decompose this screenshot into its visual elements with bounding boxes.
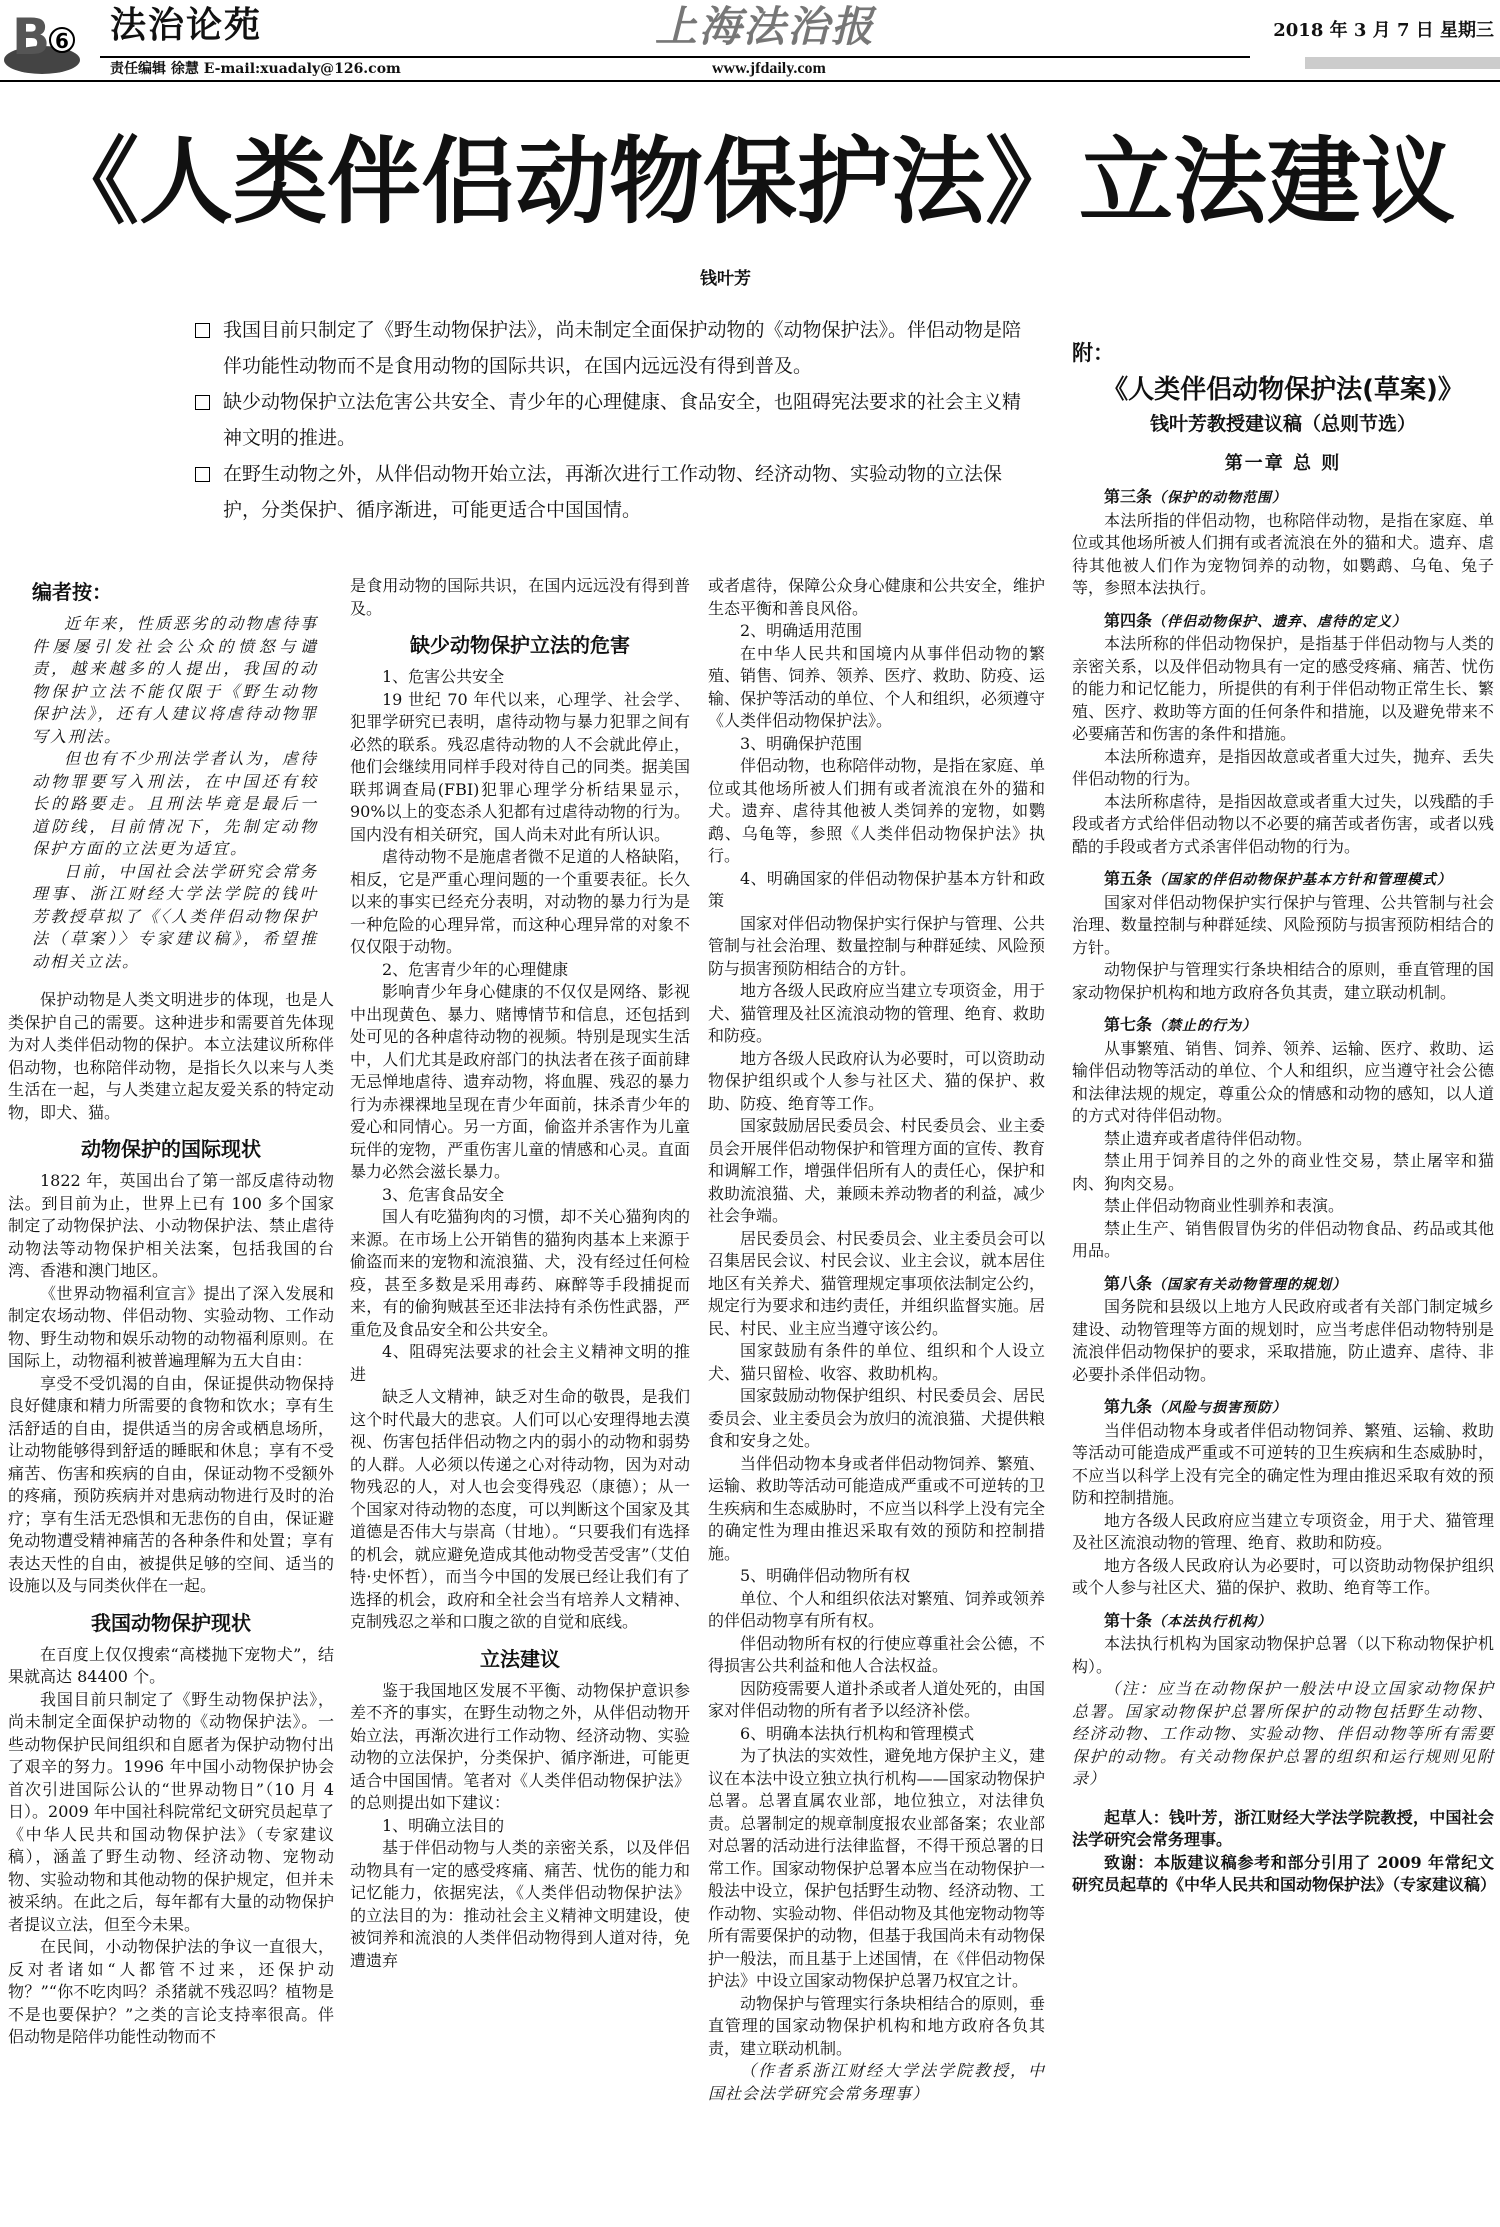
paragraph: 在中华人民共和国境内从事伴侣动物的繁殖、销售、饲养、领养、医疗、救助、防疫、运输、保护等活动的单位、个人和组织，必须遵守《人类伴侣动物保护法》。: [708, 643, 1045, 730]
article-clause-heading: [1072, 1273, 1494, 1297]
clause-number: 第七条: [1104, 1015, 1153, 1034]
clause-title: （国家的伴侣动物保护基本方针和管理模式）: [1152, 872, 1453, 888]
highlight-text: 缺少动物保护立法危害公共安全、青少年的心理健康、食品安全，也阻碍宪法要求的社会主义精神文明的推进。: [223, 391, 1022, 449]
paragraph: 国家鼓励动物保护组织、村民委员会、居民委员会、业主委员会为放归的流浪猫、犬提供粮食和安身之处。: [708, 1386, 1045, 1450]
editor-note: [8, 613, 334, 973]
section-name: 法治论苑: [110, 5, 263, 46]
subheading: 2、危害青少年的心理健康: [382, 959, 569, 979]
paragraph: 本法所称遗弃，是指因故意或者重大过失，抛弃、丢失伴侣动物的行为。: [1072, 746, 1494, 788]
section-heading: 立法建议: [480, 1646, 560, 1671]
author-bio: （作者系浙江财经大学法学院教授，中国社会法学研究会常务理事）: [708, 2061, 1045, 2103]
clause-title: （风险与损害预防）: [1152, 1400, 1288, 1416]
section-heading: 动物保护的国际现状: [81, 1137, 261, 1161]
highlight-item: [195, 456, 1025, 528]
checkbox-square-icon: [195, 395, 210, 410]
clause-title: （本法执行机构）: [1152, 1613, 1273, 1630]
headline: 《人类伴侣动物保护法》立法建议: [44, 128, 1455, 237]
paragraph: 在民间，小动物保护法的争议一直很大，反对者诸如“人都管不过来，还保护动物？”“你不吃肉吗？杀猪就不残忍吗？植物是不是也要保护？”之类的言论支持率很高。伴侣动物是陪伴功能性动物而不: [8, 1937, 334, 2046]
paragraph: 动物保护与管理实行条块相结合的原则，垂直管理的国家动物保护机构和地方政府各负其责，建立联动机制。: [1072, 960, 1494, 1002]
paragraph: 动物保护与管理实行条块相结合的原则，垂直管理的国家动物保护机构和地方政府各负其责，建立联动机制。: [708, 1993, 1045, 2058]
paragraph: 禁止遗弃或者虐待伴侣动物。: [1104, 1128, 1313, 1148]
header-gray-bar: [1305, 57, 1500, 69]
paragraph: 伴侣动物所有权的行使应尊重社会公德，不得损害公共利益和他人合法权益。: [708, 1633, 1045, 1675]
article-clause-heading: [1072, 1014, 1494, 1038]
byline-author: 钱叶芳: [700, 269, 751, 289]
paragraph: 国人有吃猫狗肉的习惯，却不关心猫狗肉的来源。在市场上公开销售的猫狗肉基本上来源于偷盗而来的宠物和流浪猫、犬，没有经过任何检疫，甚至多数是采用毒药、麻醉等手段捕捉而来，有的偷狗贼甚至还非法持有杀伤性武器，严重危及食品安全和公共安全。: [350, 1207, 690, 1339]
paragraph: 因防疫需要人道扑杀或者人道处死的，由国家对伴侣动物的所有者予以经济补偿。: [708, 1678, 1045, 1720]
editor-note-paragraph: 但也有不少刑法学者认为，虐待动物罪要写入刑法，在中国还有较长的路要走。且刑法毕竟是最后一道防线，目前情况下，先制定动物保护方面的立法更为适宜。: [32, 749, 318, 858]
paragraph: 19 世纪 70 年代以来，心理学、社会学、犯罪学研究已表明，虐待动物与暴力犯罪之间有必然的联系。残忍虐待动物的人不会就此停止，他们会继续用同样手段对待自己的同类。据美国联邦调查局(FBI)犯罪心理学分析结果显示，90%以上的变态杀人犯都有过虐待动物的行为。国内没有相关研究，国人尚未对此有所认识。: [350, 689, 690, 844]
paragraph: 本法所指的伴侣动物，也称陪伴动物，是指在家庭、单位或其他场所被人们拥有或者流浪在外的猫和犬。遗弃、虐待其他被人们作为宠物饲养的动物，如鹦鹉、乌龟、兔子等，参照本法执行。: [1072, 510, 1494, 597]
checkbox-square-icon: [195, 323, 210, 338]
article-clause-heading: [1072, 486, 1494, 510]
header-rule: [100, 56, 1250, 58]
clause-number: 第四条: [1104, 610, 1153, 630]
clause-number: 第三条: [1104, 487, 1153, 506]
paragraph: 享受不受饥渴的自由，保证提供动物保持良好健康和精力所需要的食物和饮水；享有生活舒适的自由，提供适当的房舍或栖息场所，让动物能够得到舒适的睡眠和休息；享有不受痛苦、伤害和疾病的自由，保证动物不受额外的疼痛，预防疾病并对患病动物进行及时的治疗；享有生活无恐惧和无悲伤的自由，保证避免动物遭受精神痛苦的各种条件和处置；享有表达天性的自由，被提供足够的空间、适当的设施以及与同类伙伴在一起。: [8, 1373, 334, 1595]
paragraph: 地方各级人民政府应当建立专项资金，用于犬、猫管理及社区流浪动物的管理、绝育、救助和防疫。: [1072, 1510, 1494, 1552]
draft-law-subtitle: 钱叶芳教授建议稿（总则节选）: [1149, 413, 1416, 435]
highlight-item: [195, 384, 1025, 456]
subheading: 4、明确国家的伴侣动物保护基本方针和政策: [708, 868, 1045, 910]
paragraph: 缺乏人文精神，缺乏对生命的敬畏，是我们这个时代最大的悲哀。人们可以心安理得地去漠视、伤害包括伴侣动物之内的弱小的动物和弱势的人群。人必须以传递之心对待动物，因为对动物残忍的人，对人也会变得残忍（康德）；从一个国家对待动物的态度，可以判断这个国家及其道德是否伟大与崇高（甘地）。“只要我们有选择的机会，就应避免造成其他动物受苦受害”（艾伯特·史怀哲），而当今中国的发展已经让我们有了选择的机会，政府和全社会当有培养人文精神、克制残忍之举和口腹之欲的自觉和底线。: [350, 1387, 690, 1631]
editor-note-paragraph: 近年来，性质恶劣的动物虐待事件屡屡引发社会公众的愤怒与谴责，越来越多的人提出，我国的动物保护立法不能仅限于《野生动物保护法》，还有人建议将虐待动物罪写入刑法。: [32, 614, 318, 746]
paragraph: 本法所称虐待，是指因故意或者重大过失，以残酷的手段或者方式给伴侣动物以不必要的痛苦或者伤害，或者以残酷的手段或者方式杀害伴侣动物的行为。: [1072, 791, 1494, 856]
paragraph: 地方各级人民政府应当建立专项资金，用于犬、猫管理及社区流浪动物的管理、绝育、救助和防疫。: [708, 981, 1045, 1045]
paragraph: 国家鼓励有条件的单位、组织和个人设立犬、猫只留检、收容、救助机构。: [708, 1341, 1045, 1383]
highlight-text: 在野生动物之外，从伴侣动物开始立法，再渐次进行工作动物、经济动物、实验动物的立法保护，分类保护、循序渐进，可能更适合中国国情。: [223, 463, 1003, 521]
svg-text:6: 6: [55, 29, 69, 53]
appendix-label: 附：: [1072, 341, 1114, 365]
continued-paragraph: 或者虐待，保障公众身心健康和公共安全，维护生态平衡和善良风俗。: [708, 576, 1045, 618]
paragraph: 本法所称的伴侣动物保护，是指基于伴侣动物与人类的亲密关系，以及伴侣动物具有一定的感受疼痛、痛苦、忧伤的能力和记忆能力，所提供的有利于伴侣动物正常生长、繁殖、医疗、救助等方面的任何条件和措施，以及避免带来不必要痛苦和伤害的条件和措施。: [1072, 634, 1494, 743]
continued-paragraph: 是食用动物的国际共识，在国内远远没有得到普及。: [350, 576, 690, 618]
credit-paragraph: 起草人：钱叶芳，浙江财经大学法学院教授，中国社会法学研究会常务理事。: [1072, 1807, 1494, 1849]
clause-number: 第十条: [1104, 1610, 1153, 1630]
paragraph: 禁止用于饲养目的之外的商业性交易，禁止屠宰和猫肉、狗肉交易。: [1072, 1151, 1494, 1193]
paragraph: 虐待动物不是施虐者微不足道的人格缺陷，相反，它是严重心理问题的一个重要表征。长久以来的事实已经充分表明，对动物的暴力行为是一种危险的心理异常，而这种心理异常的对象不仅仅限于动物。: [350, 847, 690, 956]
clause-title: （伴侣动物保护、遗弃、虐待的定义）: [1152, 613, 1408, 630]
paragraph: 地方各级人民政府认为必要时，可以资助动物保护组织或个人参与社区犬、猫的保护、救助、绝育等工作。: [1072, 1555, 1494, 1597]
subheading: 1、危害公共安全: [382, 667, 505, 686]
paragraph: 我国目前只制定了《野生动物保护法》，尚未制定全面保护动物的《动物保护法》。一些动物保护民间组织和自愿者为保护动物付出了艰辛的努力。1996 年中国小动物保护协会首次引进国际公认的“世界动物日”（10 月 4 日）。2009 年中国社科院常纪文研究员起草了《中华人民共和国动物保护法》（专家建议稿），涵盖了野生动物、经济动物、宠物动物、实验动物和其他动物的保护规定，但并未被采纳。在此之后，每年都有大量的动物保护者提议立法，但至今未果。: [8, 1689, 334, 1934]
clause-title: （保护的动物范围）: [1152, 490, 1288, 506]
section-heading: 我国动物保护现状: [91, 1610, 251, 1635]
clause-number: 第九条: [1104, 1397, 1153, 1416]
editor-note-title: 编者按：: [32, 580, 112, 604]
draft-law-title: 《人类伴侣动物保护法(草案)》: [1102, 375, 1464, 405]
paragraph: 当伴侣动物本身或者伴侣动物饲养、繁殖、运输、救助等活动可能造成严重或不可逆转的卫生疾病和生态威胁时，不应当以科学上没有完全的确定性为理由推迟采取有效的预防和控制措施。: [708, 1453, 1045, 1563]
column-3: [708, 575, 1045, 2105]
highlights: [195, 312, 1025, 528]
highlight-item: [195, 312, 1025, 384]
clause-number: 第八条: [1104, 1273, 1153, 1293]
paragraph: 地方各级人民政府认为必要时，可以资助动物保护组织或个人参与社区犬、猫的保护、救助、防疫、绝育等工作。: [708, 1048, 1045, 1113]
paragraph: 禁止伴侣动物商业性驯养和表演。: [1104, 1196, 1345, 1215]
article-clause-heading: [1072, 1396, 1494, 1420]
paragraph: 伴侣动物，也称陪伴动物，是指在家庭、单位或其他场所被人们拥有或者流浪在外的猫和犬。遗弃、虐待其他被人类饲养的宠物，如鹦鹉、乌龟等，参照《人类伴侣动物保护法》执行。: [708, 756, 1045, 865]
subheading: 4、阻碍宪法要求的社会主义精神文明的推进: [350, 1342, 690, 1384]
column-1: [8, 575, 334, 2049]
checkbox-square-icon: [195, 467, 210, 482]
clause-title: （禁止的行为）: [1152, 1018, 1258, 1034]
svg-text:B: B: [12, 8, 51, 66]
subheading: 3、危害食品安全: [382, 1184, 505, 1204]
paragraph: 单位、个人和组织依法对繁殖、饲养或领养的伴侣动物享有所有权。: [708, 1588, 1045, 1630]
article-clause-heading: [1072, 610, 1494, 634]
paragraph: 影响青少年身心健康的不仅仅是网络、影视中出现黄色、暴力、赌博情节和信息，还包括到处可见的各种虐待动物的视频。特别是现实生活中，人们尤其是政府部门的执法者在孩子面前肆无忌惮地虐待、遗弃动物，将血腥、残忍的暴力行为赤裸裸地呈现在青少年面前，抹杀青少年的爱心和同情心。另一方面，偷盗并杀害作为儿童玩伴的宠物，严重伤害儿童的情感和心灵。直面暴力必然会滋长暴力。: [350, 982, 690, 1181]
section-heading: 缺少动物保护立法的危害: [410, 633, 630, 657]
paragraph: 从事繁殖、销售、饲养、领养、运输、医疗、救助、运输伴侣动物等活动的单位、个人和组织，应当遵守社会公德和法律法规的规定，尊重公众的情感和动物的感知，以人道的方式对待伴侣动物。: [1072, 1038, 1494, 1125]
article-clause-heading: [1072, 868, 1494, 892]
paragraph: 禁止生产、销售假冒伪劣的伴侣动物食品、药品或其他用品。: [1072, 1218, 1494, 1260]
website-link[interactable]: www.jfdaily.com: [712, 60, 826, 77]
paragraph: 当伴侣动物本身或者伴侣动物饲养、繁殖、运输、救助等活动可能造成严重或不可逆转的卫生疾病和生态威胁时，不应当以科学上没有完全的确定性为理由推迟采取有效的预防和控制措施。: [1072, 1420, 1494, 1507]
subheading: 1、明确立法目的: [382, 1815, 505, 1835]
spacer: [1072, 1791, 1494, 1807]
subheading: 6、明确本法执行机构和管理模式: [740, 1723, 975, 1743]
page-badge-logo: [2, 4, 102, 78]
paragraph: 基于伴侣动物与人类的亲密关系，以及伴侣动物具有一定的感受疼痛、痛苦、忧伤的能力和记忆能力，依据宪法，《人类伴侣动物保护法》的立法目的为：推动社会主义精神文明建设，使被饲养和流浪的人类伴侣动物得到人道对待，免遭遗弃: [350, 1838, 690, 1970]
issue-date: 2018 年 3 月 7 日 星期三: [1273, 20, 1494, 41]
clause-title: （国家有关动物管理的规划）: [1152, 1276, 1348, 1293]
paragraph: 居民委员会、村民委员会、业主委员会可以召集居民会议、村民会议、业主会议，就本居住地区有关养犬、猫管理规定事项依法制定公约，规定行为要求和违约责任，并组织监督实施。居民、村民、业主应当遵守该公约。: [708, 1228, 1045, 1338]
paragraph: 本法执行机构为国家动物保护总署（以下称动物保护机构）。: [1072, 1634, 1494, 1676]
article-clause-heading: [1072, 1610, 1494, 1634]
editor-credit: 责任编辑 徐慧 E-mail:xuadaly@126.com: [110, 61, 401, 77]
paragraph: 1822 年，英国出台了第一部反虐待动物法。到目前为止，世界上已有 100 多个国家制定了动物保护法、小动物保护法、禁止虐待动物法等动物保护相关法案，包括我国的台湾、香港和澳门地区。: [8, 1171, 334, 1280]
editor-note-paragraph: 日前，中国社会法学研究会常务理事、浙江财经大学法学院的钱叶芳教授草拟了《〈人类伴侣动物保护法（草案）〉专家建议稿》，希望推动相关立法。: [32, 861, 318, 971]
column-2: [350, 575, 690, 1972]
highlight-text: 我国目前只制定了《野生动物保护法》，尚未制定全面保护动物的《动物保护法》。伴侣动物是陪伴功能性动物而不是食用动物的国际共识，在国内远远没有得到普及。: [223, 319, 1022, 377]
paragraph: 保护动物是人类文明进步的体现，也是人类保护自己的需要。这种进步和需要首先体现为对人类伴侣动物的保护。本立法建议所称伴侣动物，也称陪伴动物，是指长久以来与人类生活在一起，与人类建立起友爱关系的特定动物，即犬、猫。: [8, 990, 334, 1122]
chapter-heading: 第一章 总 则: [1224, 453, 1342, 474]
newspaper-name: 上海法治报: [655, 2, 876, 51]
subheading: 5、明确伴侣动物所有权: [740, 1566, 911, 1585]
clause-number: 第五条: [1104, 869, 1153, 888]
paragraph: 《世界动物福利宣言》提出了深入发展和制定农场动物、伴侣动物、实验动物、工作动物、野生动物和娱乐动物的动物福利原则。在国际上，动物福利被普遍理解为五大自由：: [8, 1283, 334, 1370]
header-bottom-rule: [0, 80, 1500, 82]
paragraph: 在百度上仅仅搜索“高楼抛下宠物犬”，结果就高达 84400 个。: [8, 1644, 334, 1686]
subheading: 2、明确适用范围: [740, 621, 863, 640]
paragraph: 国家鼓励居民委员会、村民委员会、业主委员会开展伴侣动物保护和管理方面的宣传、教育和调解工作，增强伴侣所有人的责任心，保护和救助流浪猫、犬，兼顾未养动物者的利益，减少社会争端。: [708, 1116, 1045, 1225]
masthead: [0, 0, 1500, 82]
credit-paragraph: 致谢：本版建议稿参考和部分引用了 2009 年常纪文研究员起草的《中华人民共和国动物保护法》（专家建议稿）: [1072, 1852, 1497, 1894]
paragraph: 国家对伴侣动物保护实行保护与管理、公共管制与社会治理、数量控制与种群延续、风险预防与损害预防相结合的方针。: [1072, 892, 1494, 957]
paragraph: 国家对伴侣动物保护实行保护与管理、公共管制与社会治理、数量控制与种群延续、风险预防与损害预防相结合的方针。: [708, 913, 1045, 978]
paragraph: 国务院和县级以上地方人民政府或者有关部门制定城乡建设、动物管理等方面的规划时，应当考虑伴侣动物特别是流浪伴侣动物保护的要求，采取措施，防止遗弃、虐待、非必要扑杀伴侣动物。: [1072, 1297, 1494, 1384]
appendix-column: [1072, 340, 1497, 1897]
paragraph: 为了执法的实效性，避免地方保护主义，建议在本法中设立独立执行机构——国家动物保护总署。总署直属农业部，地位独立，对法律负责。总署制定的规章制度报农业部备案；农业部对总署的活动进行法律监督，不得干预总署的日常工作。国家动物保护总署本应当在动物保护一般法中设立，保护包括野生动物、经济动物、工作动物、实验动物、伴侣动物及其他宠物动物等所有需要保护的动物，但基于我国尚未有动物保护一般法，而且基于上述国情，在《伴侣动物保护法》中设立国家动物保护总署乃权宜之计。: [708, 1746, 1045, 1990]
editorial-note: （注：应当在动物保护一般法中设立国家动物保护总署。国家动物保护总署所保护的动物包括野生动物、经济动物、工作动物、实验动物、伴侣动物等所有需要保护的动物。有关动物保护总署的组织和运行规则见附录）: [1072, 1679, 1494, 1788]
paragraph: 鉴于我国地区发展不平衡、动物保护意识参差不齐的事实，在野生动物之外，从伴侣动物开始立法，再渐次进行工作动物、经济动物、实验动物的立法保护，分类保护、循序渐进，可能更适合中国国情。笔者对《人类伴侣动物保护法》的总则提出如下建议：: [350, 1680, 690, 1812]
subheading: 3、明确保护范围: [740, 733, 863, 753]
